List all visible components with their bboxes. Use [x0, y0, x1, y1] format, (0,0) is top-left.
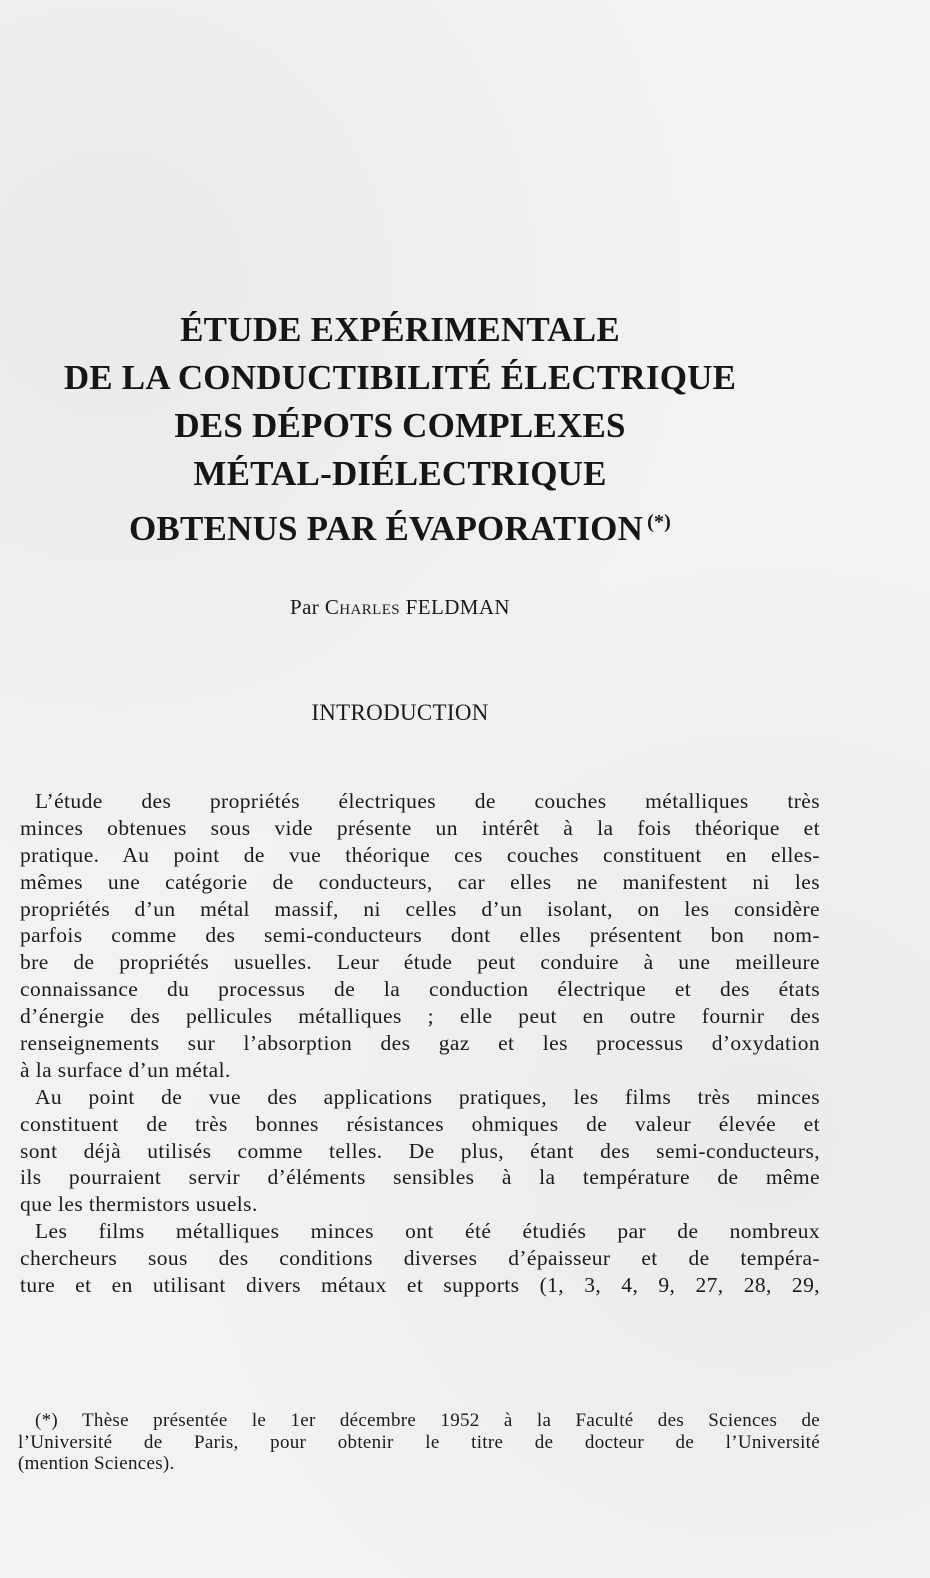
body-line: renseignements sur l’absorption des gaz et les processus d’oxydation: [20, 1031, 820, 1056]
body-line: que les thermistors usuels.: [20, 1192, 258, 1217]
title-line: MÉTAL-DIÉLECTRIQUE: [193, 454, 607, 493]
footnote: [18, 1410, 820, 1475]
body-line: Au point de vue des applications pratiques, les films très minces: [35, 1084, 820, 1109]
body-line: pratique. Au point de vue théorique ces couches constituent en elles-: [20, 842, 820, 867]
body-line: propriétés d’un métal massif, ni celles d’un isolant, on les considère: [20, 896, 820, 921]
article-title: [0, 306, 800, 553]
title-line: DE LA CONDUCTIBILITÉ ÉLECTRIQUE: [63, 358, 737, 397]
body-line: chercheurs sous des conditions diverses d’épaisseur et de tempéra-: [20, 1246, 820, 1271]
title-line: DES DÉPOTS COMPLEXES: [174, 406, 626, 445]
footnote-line: (*) Thèse présentée le 1er décembre 1952 à la Faculté des Sciences de: [35, 1410, 820, 1431]
body-line: parfois comme des semi-conducteurs dont elles présentent bon nom-: [20, 923, 820, 948]
title-footnote-marker: (*): [647, 511, 672, 533]
body-line: d’énergie des pellicules métalliques ; elle peut en outre fournir des: [20, 1004, 820, 1029]
body-line: à la surface d’un métal.: [20, 1057, 231, 1082]
title-line-text: OBTENUS PAR ÉVAPORATION: [128, 509, 644, 548]
body-line: mêmes une catégorie de conducteurs, car elles ne manifestent ni les: [20, 869, 820, 894]
section-heading: INTRODUCTION: [311, 700, 489, 725]
author-first-name: Charles: [324, 595, 401, 619]
body-line: L’étude des propriétés électriques de couches métalliques très: [35, 789, 820, 813]
title-line-last: [0, 498, 800, 553]
title-line: ÉTUDE EXPÉRIMENTALE: [180, 310, 620, 349]
author-last-name: FELDMAN: [405, 595, 510, 619]
body-line: connaissance du processus de la conduction électrique et des états: [20, 977, 820, 1002]
author-prefix: Par: [290, 595, 320, 619]
body-line: constituent de très bonnes résistances ohmiques de valeur élevée et: [20, 1111, 820, 1136]
body-line: Les films métalliques minces ont été étudiés par de nombreux: [35, 1219, 820, 1244]
body-line: bre de propriétés usuelles. Leur étude peut conduire à une meilleure: [20, 950, 820, 975]
body-line: sont déjà utilisés comme telles. De plus, étant des semi-conducteurs,: [20, 1138, 820, 1163]
footnote-line: (mention Sciences).: [18, 1453, 175, 1474]
body-paragraphs: [20, 788, 820, 1299]
body-line: minces obtenues sous vide présente un intérêt à la fois théorique et: [20, 815, 820, 840]
body-line: ils pourraient servir d’éléments sensibles à la température de même: [20, 1165, 820, 1190]
footnote-line: l’Université de Paris, pour obtenir le titre de docteur de l’Université: [18, 1431, 820, 1453]
author-byline: [0, 595, 800, 620]
body-line: ture et en utilisant divers métaux et supports (1, 3, 4, 9, 27, 28, 29,: [20, 1273, 820, 1298]
